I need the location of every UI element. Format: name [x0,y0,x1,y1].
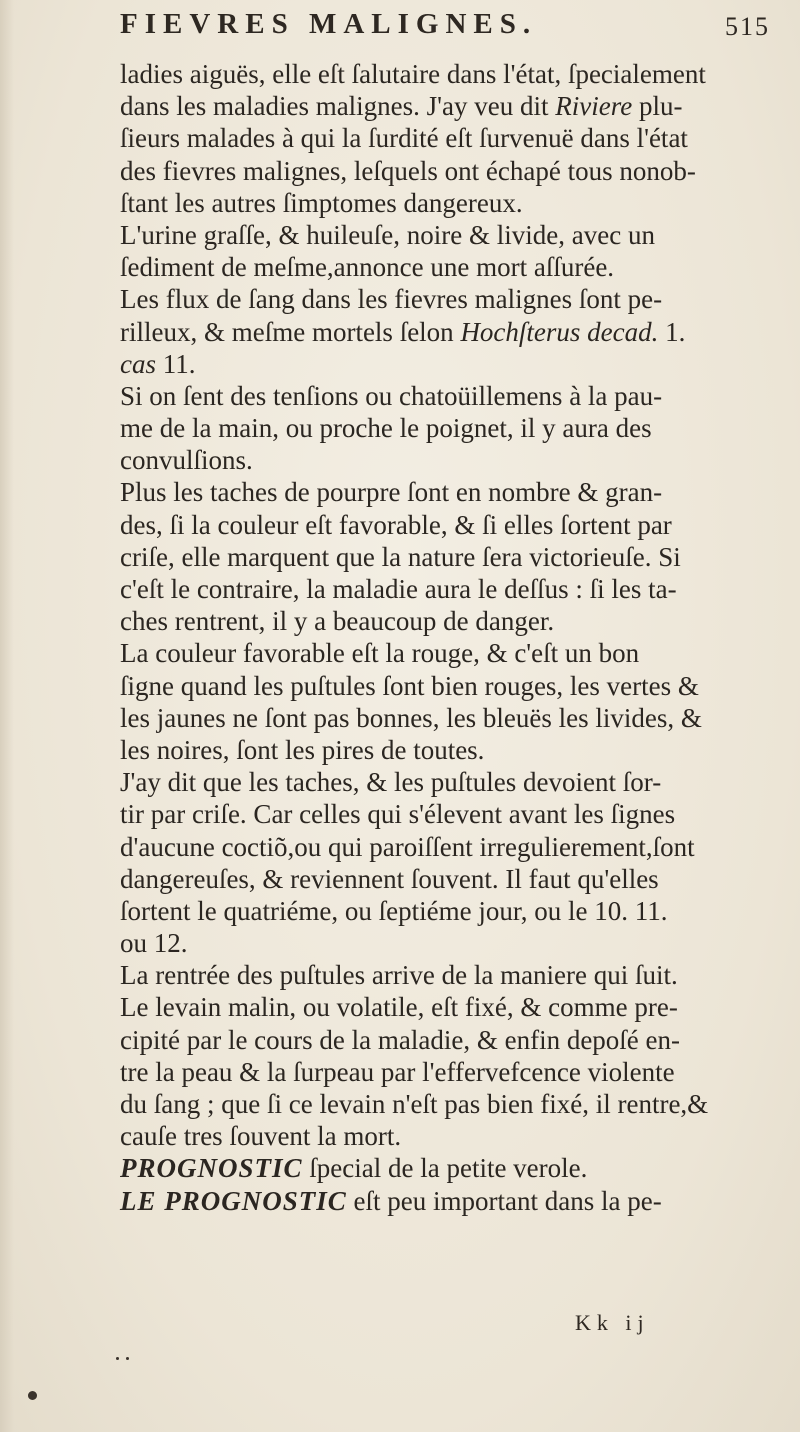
text-line [120,1056,760,1088]
text-run: L'urine graſſe, & huileuſe, noire & livide, avec un [120,219,655,250]
text-run: ladies aiguës, elle eſt ſalutaire dans l'état, ſpecialement [120,59,706,89]
text-line [120,991,760,1023]
text-line [120,380,760,412]
text-line [120,670,760,702]
text-line [120,927,760,959]
text-run: les jaunes ne ſont pas bonnes, les bleuës les livides, & [120,702,702,733]
text-line [120,476,760,508]
heading-run: PROGNOSTIC [120,1153,303,1184]
text-line [120,863,760,895]
text-run: ſortent le quatriéme, ou ſeptiéme jour, ou le 10. 11. [120,895,668,926]
ink-speck [126,1357,129,1360]
page-edge-shadow [0,0,14,1432]
text-run: les noires, ſont les pires de toutes. [120,734,485,765]
text-run: ſigne quand les puſtules ſont bien rouges, les vertes & [120,670,699,701]
text-line [120,316,760,348]
text-run: ches rentrent, il y a beaucoup de danger. [120,606,555,637]
text-line [120,959,760,991]
text-run: eſt peu important dans la pe- [346,1185,662,1216]
text-line [120,605,760,637]
text-run: ſpecial de la petite verole. [302,1153,588,1184]
text-run: des, ſi la couleur eſt favorable, & ſi elles ſortent par [120,509,672,540]
text-run: Plus les taches de pourpre ſont en nombre & gran- [120,477,663,508]
text-run: dans les maladies malignes. J'ay veu dit [120,91,556,122]
text-line [120,1185,760,1217]
text-run: criſe, elle marquent que la nature ſera victorieuſe. Si [120,541,681,572]
text-line [120,798,760,830]
heading-run: LE PROGNOSTIC [120,1185,347,1216]
italic-run: Riviere [555,91,633,122]
text-run: rilleux, & meſme mortels ſelon [120,316,461,347]
text-run: ſtant les autres ſimptomes dangereux. [120,187,523,218]
text-line [120,702,760,734]
text-line [120,251,760,283]
text-line [120,283,760,315]
text-run: des fievres malignes, leſquels ont échapé tous nonob- [120,155,696,186]
text-run: tre la peau & la ſurpeau par l'effervefcence violente [120,1056,675,1087]
text-run: 11. [156,348,196,379]
text-run: cipité par le cours de la maladie, & enfin depoſé en- [120,1024,681,1055]
page-header [112,8,770,58]
text-line [120,573,760,605]
text-line [120,155,760,187]
page-number: 515 [725,12,770,41]
text-run: J'ay dit que les taches, & les puſtules devoient ſor- [120,767,662,798]
text-run: La rentrée des puſtules arrive de la maniere qui ſuit. [120,960,678,991]
text-line [120,187,760,219]
text-line [120,831,760,863]
text-run: c'eſt le contraire, la maladie aura le deſſus : ſi les ta- [120,574,677,604]
italic-run: cas [120,348,156,379]
text-line [120,637,760,669]
text-line [120,1120,760,1152]
text-line [120,509,760,541]
text-line [120,1024,760,1056]
text-run: Le levain malin, ou volatile, eſt fixé, & comme pre- [120,992,678,1023]
text-line [120,219,760,251]
text-line [120,895,760,927]
text-run: 1. [658,316,686,347]
ink-spot [28,1391,37,1400]
text-run: Si on ſent des tenſions ou chatoüillemens à la pau- [120,380,663,411]
italic-run: Hochſterus decad. [460,316,659,347]
signature-mark: Kk ij [575,1310,650,1335]
text-run: d'aucune coctiõ,ou qui paroiſſent irregulierement,ſont [120,831,695,862]
text-line [120,1152,760,1184]
text-run: ou 12. [120,928,188,959]
text-run: cauſe tres ſouvent la mort. [120,1121,402,1152]
ink-speck [116,1357,119,1360]
text-run: ſediment de meſme,annonce une mort aſſurée. [120,252,615,283]
text-run: plu- [632,91,683,122]
text-line [120,90,760,122]
text-line [120,58,760,90]
text-line [120,444,760,476]
body-text [120,58,760,1217]
text-line [120,412,760,444]
text-run: me de la main, ou proche le poignet, il y aura des [120,413,652,444]
text-run: du ſang ; que ſi ce levain n'eſt pas bien fixé, il rentre,& [120,1089,709,1119]
text-run: tir par criſe. Car celles qui s'élevent avant les ſignes [120,799,676,830]
text-run: convulſions. [120,445,253,476]
text-run: La couleur favorable eſt la rouge, & c'eſt un bon [120,638,640,669]
running-head: FIEVRES MALIGNES. [120,8,538,40]
text-run: dangereuſes, & reviennent ſouvent. Il faut qu'elles [120,863,659,894]
text-line [120,122,760,154]
text-line [120,734,760,766]
text-run: ſieurs malades à qui la ſurdité eſt ſurvenuë dans l'état [120,123,688,154]
text-line [120,348,760,380]
text-run: Les flux de ſang dans les fievres malignes ſont pe- [120,284,663,315]
text-line [120,1088,760,1120]
text-line [120,766,760,798]
text-line [120,541,760,573]
